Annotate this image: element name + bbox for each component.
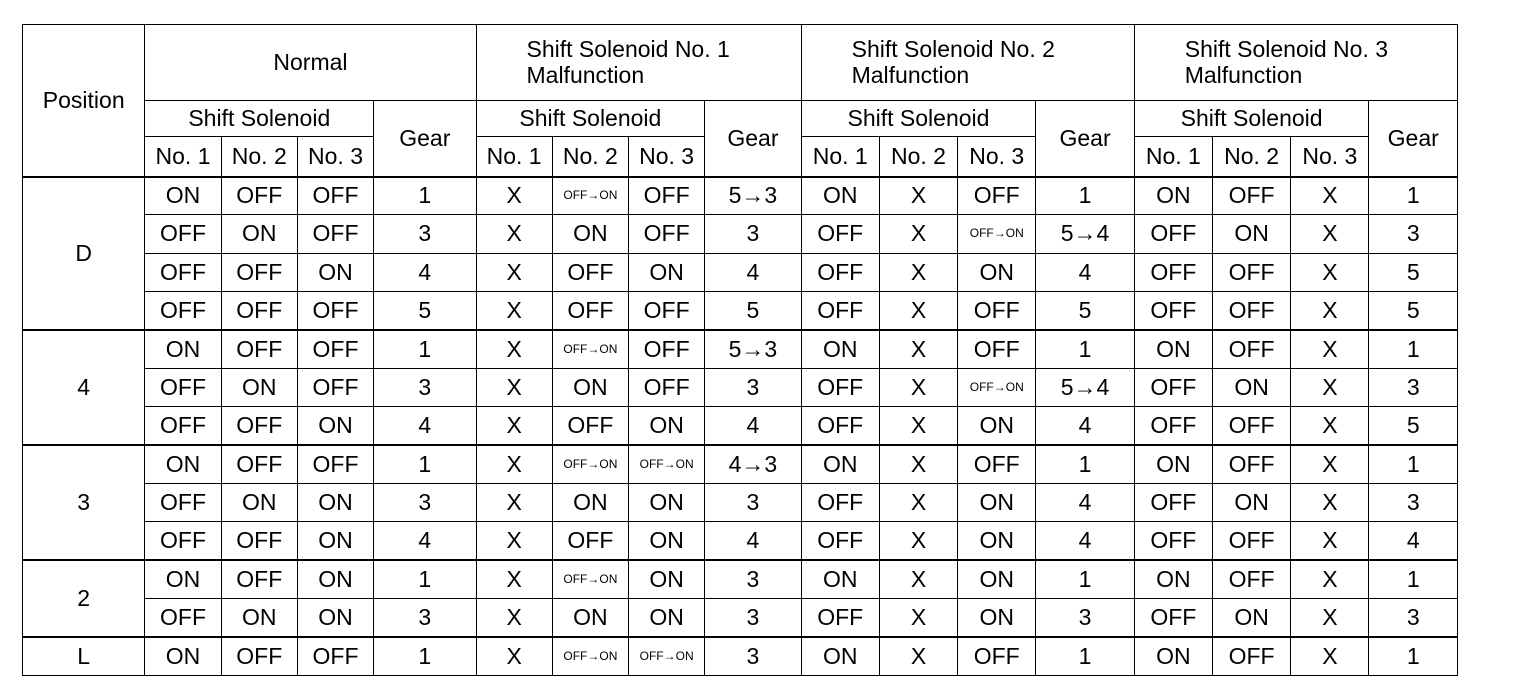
table-cell: OFF: [552, 522, 628, 560]
table-cell: 3: [374, 599, 476, 637]
table-cell: OFF→ON: [552, 560, 628, 598]
table-row: [23, 560, 1458, 598]
table-cell: OFF: [297, 177, 373, 215]
table-cell: OFF: [297, 330, 373, 368]
table-cell: 3: [374, 484, 476, 522]
table-cell: OFF: [629, 215, 705, 253]
table-cell: X: [1291, 484, 1369, 522]
table-cell: OFF: [145, 292, 221, 330]
table-cell: ON: [221, 215, 297, 253]
shift-solenoid-table: [22, 24, 1458, 676]
table-cell: X: [879, 215, 957, 253]
table-cell: X: [879, 177, 957, 215]
table-cell: ON: [629, 522, 705, 560]
table-cell: 3: [705, 599, 801, 637]
table-cell: OFF→ON: [958, 368, 1036, 406]
sol3-no1-header: No. 1: [1134, 137, 1212, 177]
sol2-no2-header: No. 2: [879, 137, 957, 177]
table-cell: X: [476, 445, 552, 483]
table-row: [23, 368, 1458, 406]
table-row: [23, 253, 1458, 291]
table-cell: OFF: [145, 253, 221, 291]
table-cell: 3: [705, 637, 801, 676]
table-cell: ON: [1212, 368, 1290, 406]
table-cell: OFF: [297, 215, 373, 253]
table-row: [23, 292, 1458, 330]
table-cell: OFF: [629, 368, 705, 406]
table-cell: X: [476, 330, 552, 368]
table-cell: OFF: [221, 253, 297, 291]
table-cell: 1: [1036, 330, 1134, 368]
table-cell: 4: [1036, 253, 1134, 291]
table-cell: 5: [705, 292, 801, 330]
table-cell: OFF→ON: [552, 177, 628, 215]
table-cell: X: [1291, 560, 1369, 598]
position-cell: 3: [23, 445, 145, 560]
table-cell: OFF→ON: [552, 445, 628, 483]
table-cell: 3: [705, 215, 801, 253]
table-cell: OFF: [629, 330, 705, 368]
table-cell: ON: [145, 177, 221, 215]
sol3-no3-header: No. 3: [1291, 137, 1369, 177]
table-cell: ON: [801, 637, 879, 676]
table-cell: ON: [297, 484, 373, 522]
table-cell: OFF: [1134, 253, 1212, 291]
table-row: [23, 215, 1458, 253]
table-cell: ON: [1212, 215, 1290, 253]
table-cell: 1: [1369, 560, 1458, 598]
table-cell: X: [1291, 292, 1369, 330]
table-cell: OFF: [958, 177, 1036, 215]
table-cell: ON: [1134, 177, 1212, 215]
table-cell: OFF: [801, 599, 879, 637]
table-cell: ON: [958, 253, 1036, 291]
normal-header: Normal: [145, 25, 476, 101]
table-cell: X: [1291, 407, 1369, 445]
table-cell: OFF→ON: [629, 445, 705, 483]
position-cell: 2: [23, 560, 145, 637]
table-cell: 5→4: [1036, 368, 1134, 406]
table-row: [23, 407, 1458, 445]
table-cell: OFF: [221, 560, 297, 598]
table-cell: OFF: [801, 292, 879, 330]
table-cell: ON: [1212, 484, 1290, 522]
sol2-gear-header: Gear: [1036, 101, 1134, 177]
table-cell: OFF: [1212, 292, 1290, 330]
table-cell: 1: [1369, 177, 1458, 215]
table-cell: X: [1291, 599, 1369, 637]
sol3-shift-solenoid-header: Shift Solenoid: [1134, 101, 1369, 137]
table-cell: ON: [221, 484, 297, 522]
table-cell: ON: [958, 484, 1036, 522]
table-cell: OFF: [801, 368, 879, 406]
table-cell: OFF: [1212, 637, 1290, 676]
table-cell: OFF: [1134, 484, 1212, 522]
table-cell: OFF: [1212, 253, 1290, 291]
table-cell: 1: [374, 177, 476, 215]
table-cell: 3: [1369, 215, 1458, 253]
table-cell: X: [879, 292, 957, 330]
table-row: [23, 445, 1458, 483]
table-cell: X: [879, 445, 957, 483]
table-cell: ON: [958, 407, 1036, 445]
table-cell: OFF: [221, 637, 297, 676]
table-cell: OFF→ON: [552, 330, 628, 368]
table-cell: OFF: [297, 637, 373, 676]
table-cell: OFF→ON: [552, 637, 628, 676]
table-cell: OFF: [1134, 368, 1212, 406]
table-cell: 3: [1369, 484, 1458, 522]
table-cell: OFF: [297, 292, 373, 330]
table-cell: ON: [297, 560, 373, 598]
table-cell: ON: [1134, 330, 1212, 368]
table-cell: OFF: [145, 407, 221, 445]
table-cell: 4: [1036, 407, 1134, 445]
table-cell: 3: [374, 215, 476, 253]
table-cell: OFF: [801, 484, 879, 522]
table-cell: ON: [297, 599, 373, 637]
table-cell: ON: [297, 253, 373, 291]
table-cell: X: [476, 637, 552, 676]
table-cell: X: [879, 253, 957, 291]
table-row: [23, 484, 1458, 522]
sol3-no2-header: No. 2: [1212, 137, 1290, 177]
position-cell: L: [23, 637, 145, 676]
table-cell: ON: [145, 560, 221, 598]
table-cell: ON: [1212, 599, 1290, 637]
table-cell: OFF: [552, 253, 628, 291]
sol3-malfunction-header: [1134, 25, 1457, 101]
table-cell: X: [476, 292, 552, 330]
table-cell: ON: [629, 560, 705, 598]
sol1-no2-header: No. 2: [552, 137, 628, 177]
sol2-shift-solenoid-header: Shift Solenoid: [801, 101, 1036, 137]
position-cell: D: [23, 177, 145, 331]
table-cell: X: [1291, 215, 1369, 253]
table-cell: OFF→ON: [958, 215, 1036, 253]
table-cell: 3: [705, 484, 801, 522]
table-body: [23, 177, 1458, 676]
table-cell: 3: [705, 560, 801, 598]
table-cell: 1: [1036, 445, 1134, 483]
position-header: Position: [23, 25, 145, 177]
table-cell: OFF: [958, 330, 1036, 368]
table-cell: X: [476, 368, 552, 406]
table-cell: X: [1291, 368, 1369, 406]
table-cell: 1: [1036, 637, 1134, 676]
table-cell: X: [476, 253, 552, 291]
table-cell: ON: [221, 368, 297, 406]
table-cell: 5→4: [1036, 215, 1134, 253]
sol1-malfunction-label: Malfunction: [526, 61, 645, 88]
table-row: [23, 330, 1458, 368]
sol2-malfunction-label: Malfunction: [851, 61, 970, 88]
table-cell: OFF: [1212, 330, 1290, 368]
table-cell: 1: [1036, 560, 1134, 598]
table-cell: 3: [1369, 368, 1458, 406]
table-cell: X: [879, 560, 957, 598]
table-cell: OFF: [1134, 522, 1212, 560]
table-cell: ON: [958, 522, 1036, 560]
table-cell: X: [879, 522, 957, 560]
table-cell: 4: [1036, 522, 1134, 560]
table-cell: X: [879, 599, 957, 637]
table-cell: OFF: [145, 522, 221, 560]
table-cell: 3: [705, 368, 801, 406]
table-cell: OFF: [221, 522, 297, 560]
table-cell: X: [1291, 522, 1369, 560]
table-cell: ON: [1134, 445, 1212, 483]
table-row: [23, 522, 1458, 560]
table-cell: OFF: [221, 407, 297, 445]
table-cell: ON: [801, 560, 879, 598]
table-cell: OFF: [145, 215, 221, 253]
table-cell: OFF: [1212, 407, 1290, 445]
sol1-malfunction-header: [476, 25, 801, 101]
table-cell: X: [1291, 637, 1369, 676]
table-cell: X: [476, 177, 552, 215]
table-cell: ON: [552, 215, 628, 253]
table-cell: OFF: [958, 637, 1036, 676]
table-cell: OFF: [221, 330, 297, 368]
table-cell: ON: [297, 407, 373, 445]
sol3-title: Shift Solenoid No. 3: [1184, 36, 1389, 63]
table-cell: ON: [629, 253, 705, 291]
table-cell: 1: [374, 445, 476, 483]
table-cell: OFF: [1212, 445, 1290, 483]
table-cell: OFF: [1134, 215, 1212, 253]
table-cell: ON: [801, 177, 879, 215]
table-cell: 4: [374, 253, 476, 291]
table-cell: X: [1291, 177, 1369, 215]
table-cell: 4: [705, 253, 801, 291]
table-cell: 1: [1369, 637, 1458, 676]
table-cell: 4: [1369, 522, 1458, 560]
table-cell: 1: [1369, 445, 1458, 483]
table-cell: 5→3: [705, 330, 801, 368]
table-cell: 1: [374, 560, 476, 598]
table-cell: OFF: [297, 368, 373, 406]
table-cell: OFF: [958, 292, 1036, 330]
sol2-no1-header: No. 1: [801, 137, 879, 177]
sol3-malfunction-label: Malfunction: [1184, 61, 1303, 88]
table-cell: ON: [1134, 560, 1212, 598]
table-cell: OFF: [221, 177, 297, 215]
table-cell: ON: [629, 599, 705, 637]
normal-no1-header: No. 1: [145, 137, 221, 177]
table-cell: 3: [1036, 599, 1134, 637]
table-cell: ON: [221, 599, 297, 637]
table-cell: OFF: [958, 445, 1036, 483]
table-cell: OFF: [145, 599, 221, 637]
table-cell: 4: [374, 407, 476, 445]
table-cell: OFF: [221, 445, 297, 483]
table-cell: ON: [629, 484, 705, 522]
table-cell: 4: [1036, 484, 1134, 522]
table-cell: 5: [1369, 292, 1458, 330]
table-cell: OFF: [1134, 292, 1212, 330]
normal-no2-header: No. 2: [221, 137, 297, 177]
table-cell: ON: [552, 368, 628, 406]
table-cell: 3: [374, 368, 476, 406]
table-header: [23, 25, 1458, 177]
table-cell: ON: [552, 484, 628, 522]
table-cell: X: [476, 599, 552, 637]
table-cell: 5: [374, 292, 476, 330]
table-cell: X: [1291, 253, 1369, 291]
table-cell: 1: [1036, 177, 1134, 215]
table-cell: ON: [145, 637, 221, 676]
position-cell: 4: [23, 330, 145, 445]
sol2-no3-header: No. 3: [958, 137, 1036, 177]
table-cell: 5→3: [705, 177, 801, 215]
table-cell: X: [476, 215, 552, 253]
table-cell: 4→3: [705, 445, 801, 483]
table-cell: OFF→ON: [629, 637, 705, 676]
sol2-malfunction-header: [801, 25, 1134, 101]
table-cell: X: [476, 484, 552, 522]
table-cell: ON: [145, 445, 221, 483]
table-cell: OFF: [1212, 177, 1290, 215]
sol1-gear-header: Gear: [705, 101, 801, 177]
table-cell: 1: [374, 637, 476, 676]
table-row: [23, 637, 1458, 676]
table-cell: OFF: [801, 407, 879, 445]
sol1-no3-header: No. 3: [629, 137, 705, 177]
table-cell: 4: [374, 522, 476, 560]
table-row: [23, 599, 1458, 637]
table-cell: ON: [958, 560, 1036, 598]
table-cell: OFF: [145, 484, 221, 522]
table-cell: ON: [552, 599, 628, 637]
table-cell: OFF: [552, 407, 628, 445]
table-cell: ON: [801, 445, 879, 483]
table-cell: X: [1291, 445, 1369, 483]
table-cell: X: [1291, 330, 1369, 368]
sol2-title: Shift Solenoid No. 2: [851, 36, 1055, 63]
table-cell: 4: [705, 522, 801, 560]
table-cell: X: [476, 522, 552, 560]
table-cell: X: [879, 330, 957, 368]
table-cell: 5: [1369, 253, 1458, 291]
table-cell: OFF: [801, 253, 879, 291]
table-cell: 4: [705, 407, 801, 445]
table-cell: OFF: [801, 522, 879, 560]
sol3-gear-header: Gear: [1369, 101, 1458, 177]
table-cell: 3: [1369, 599, 1458, 637]
normal-shift-solenoid-header: Shift Solenoid: [145, 101, 374, 137]
table-cell: X: [476, 407, 552, 445]
table-cell: OFF: [1134, 407, 1212, 445]
table-cell: ON: [1134, 637, 1212, 676]
table-cell: X: [476, 560, 552, 598]
table-cell: ON: [145, 330, 221, 368]
table-cell: OFF: [629, 292, 705, 330]
table-cell: OFF: [552, 292, 628, 330]
table-cell: 1: [374, 330, 476, 368]
sol1-no1-header: No. 1: [476, 137, 552, 177]
table-cell: X: [879, 484, 957, 522]
sol1-title: Shift Solenoid No. 1: [526, 36, 730, 63]
normal-no3-header: No. 3: [297, 137, 373, 177]
table-cell: OFF: [1212, 522, 1290, 560]
table-cell: OFF: [221, 292, 297, 330]
table-row: [23, 177, 1458, 215]
table-cell: ON: [958, 599, 1036, 637]
table-cell: 1: [1369, 330, 1458, 368]
table-cell: OFF: [1212, 560, 1290, 598]
table-cell: X: [879, 368, 957, 406]
table-cell: 5: [1369, 407, 1458, 445]
table-cell: OFF: [629, 177, 705, 215]
table-cell: X: [879, 637, 957, 676]
table-cell: OFF: [145, 368, 221, 406]
table-cell: OFF: [1134, 599, 1212, 637]
normal-gear-header: Gear: [374, 101, 476, 177]
table-cell: X: [879, 407, 957, 445]
table-cell: ON: [801, 330, 879, 368]
table-cell: OFF: [297, 445, 373, 483]
sol1-shift-solenoid-header: Shift Solenoid: [476, 101, 705, 137]
table-cell: ON: [629, 407, 705, 445]
table-cell: OFF: [801, 215, 879, 253]
table-cell: 5: [1036, 292, 1134, 330]
table-cell: ON: [297, 522, 373, 560]
